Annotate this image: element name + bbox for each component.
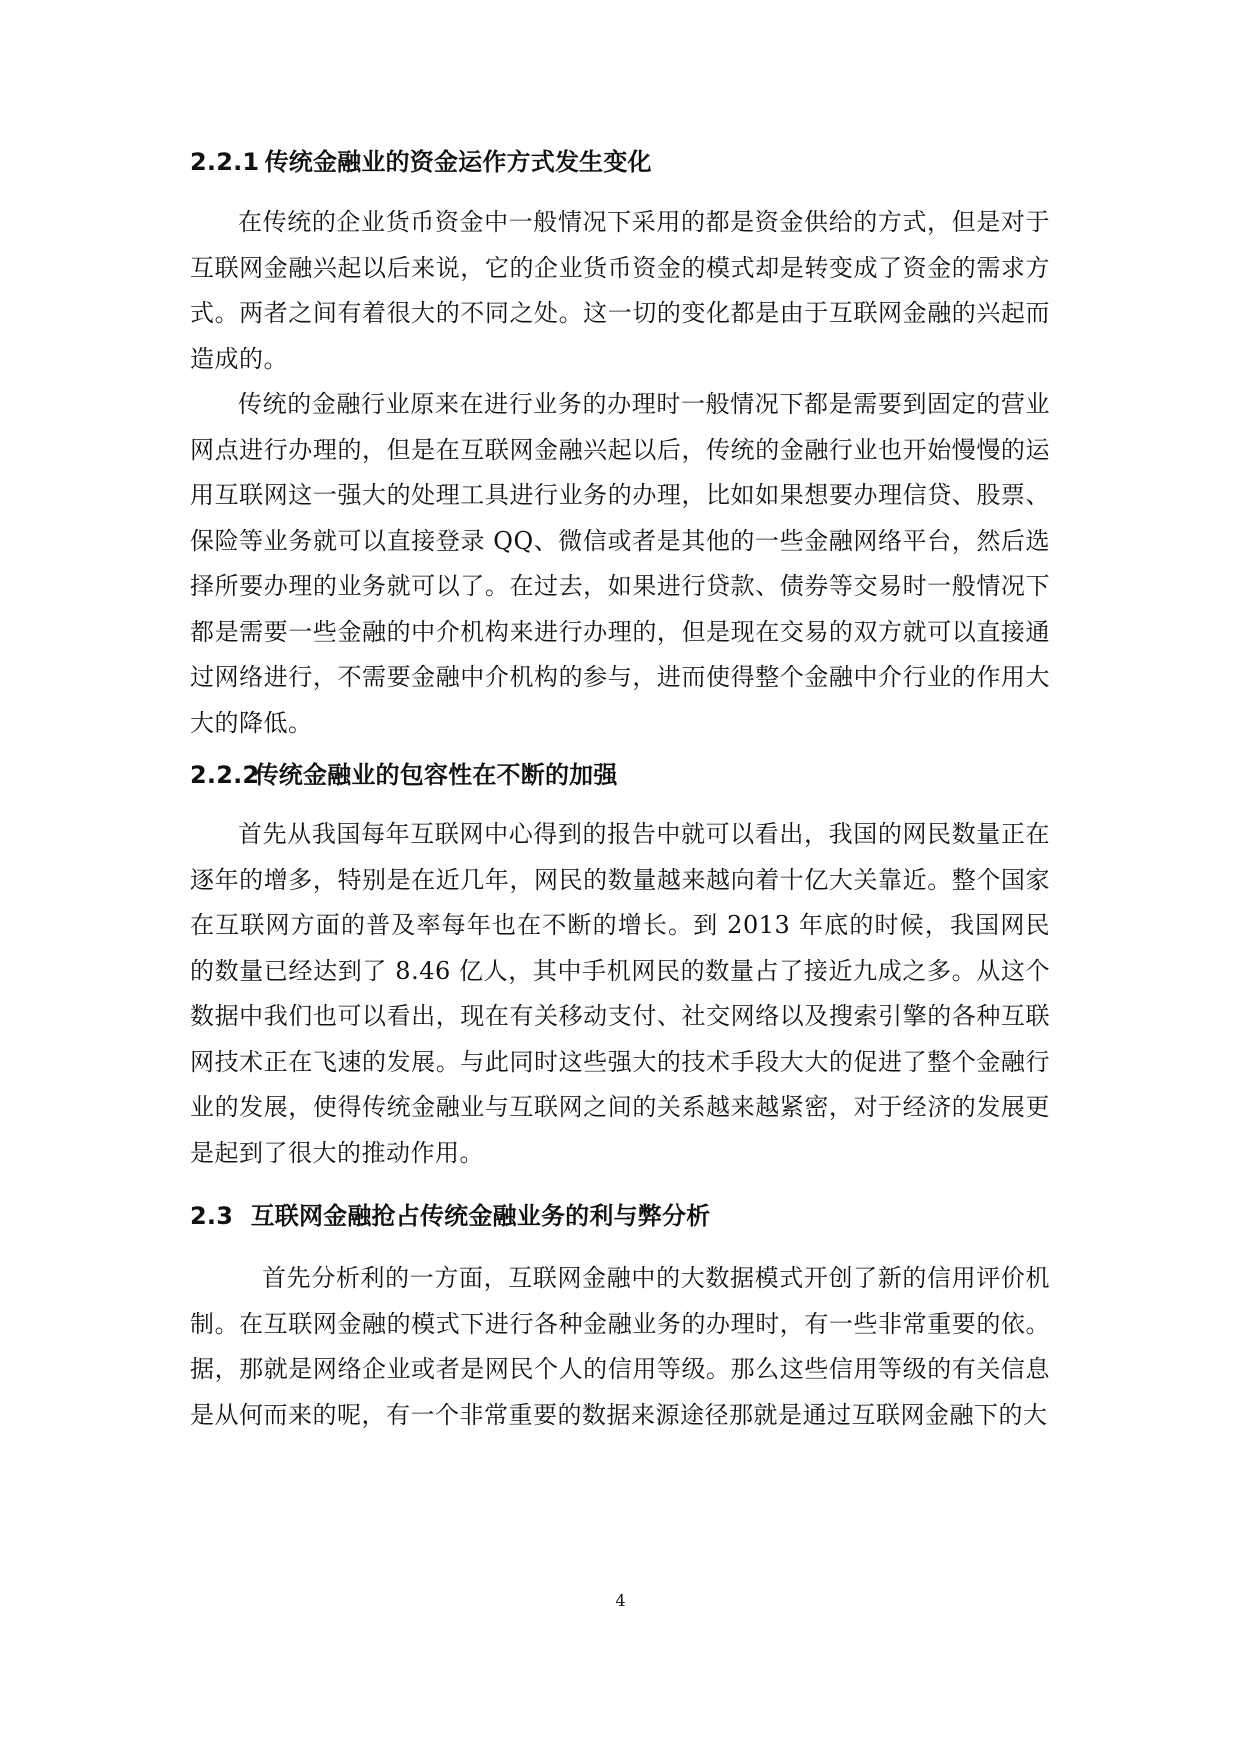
section-title: 互联网金融抢占传统金融业务的利与弊分析 [250, 1202, 711, 1230]
section-number: 2.2.1 [190, 148, 260, 176]
section-number: 2.2.2 [190, 761, 260, 789]
paragraph: 首先分析利的一方面，互联网金融中的大数据模式开创了新的信用评价机制。在互联网金融的模式下进行各种金融业务的办理时，有一些非常重要的依。据，那就是网络企业或者是网民个人的信用等级。那么这些信用等级的有关信息是从何而来的呢，有一个非常重要的数据来源途径那就是通过互联网金融下的大 [190, 1264, 1050, 1429]
paragraph: 首先从我国每年互联网中心得到的报告中就可以看出，我国的网民数量正在逐年的增多，特别是在近几年，网民的数量越来越向着十亿大关靠近。整个国家在互联网方面的普及率每年也在不断的增长。到 2013 年底的时候，我国网民的数量已经达到了 8.46 亿人，其中手机网民的数量占了接近九成之多。从这个数据中我们也可以看出，现在有关移动支付、社交网络以及搜索引擎的各种互联网技术正在飞速的发展。与此同时这些强大的技术手段大大的促进了整个金融行业的发展，使得传统金融业与互联网之间的关系越来越紧密，对于经济的发展更是起到了很大的推动作用。 [190, 820, 1050, 1167]
section-heading-2-2-2 [190, 759, 618, 791]
section-heading-2-3 [190, 1200, 710, 1232]
section-title: 传统金融业的资金运作方式发生变化 [264, 148, 652, 176]
section-number: 2.3 [190, 1202, 234, 1230]
paragraph: 传统的金融行业原来在进行业务的办理时一般情况下都是需要到固定的营业网点进行办理的，但是在互联网金融兴起以后，传统的金融行业也开始慢慢的运用互联网这一强大的处理工具进行业务的办理，比如如果想要办理信贷、股票、保险等业务就可以直接登录 QQ、微信或者是其他的一些金融网络平台，然后选择所要办理的业务就可以了。在过去，如果进行贷款、债券等交易时一般情况下都是需要一些金融的中介机构来进行办理的，但是现在交易的双方就可以直接通过网络进行，不需要金融中介机构的参与，进而使得整个金融中介行业的作用大大的降低。 [190, 390, 1050, 737]
section-title: 传统金融业的包容性在不断的加强 [254, 761, 618, 789]
section-heading-2-2-1 [190, 146, 652, 178]
page-number: 4 [615, 1591, 626, 1610]
paragraph: 在传统的企业货币资金中一般情况下采用的都是资金供给的方式，但是对于互联网金融兴起以后来说，它的企业货币资金的模式却是转变成了资金的需求方式。两者之间有着很大的不同之处。这一切的变化都是由于互联网金融的兴起而造成的。 [190, 208, 1050, 373]
